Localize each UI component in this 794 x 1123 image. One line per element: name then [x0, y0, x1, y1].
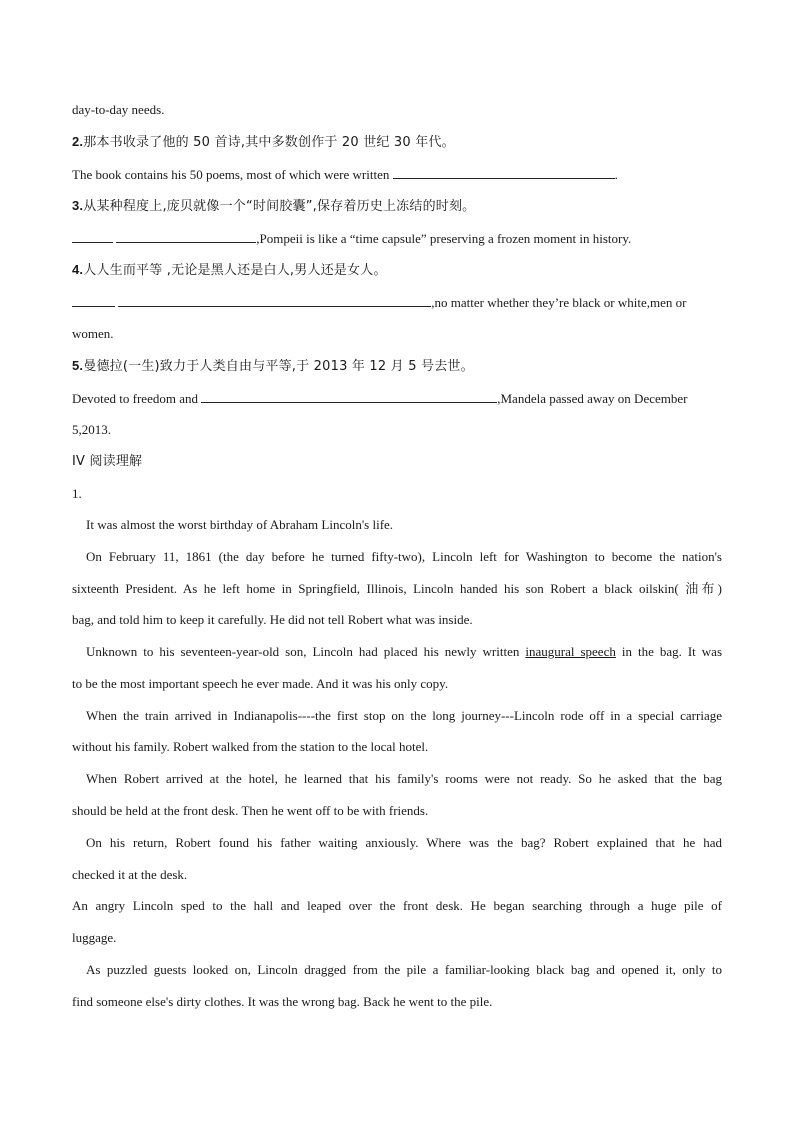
- answer-suffix-continued: women.: [72, 326, 114, 341]
- answer-blank[interactable]: [118, 294, 431, 307]
- question-4-answer-line: [72, 294, 686, 311]
- passage-paragraph-2-line: [72, 612, 473, 628]
- passage-paragraph-1: [72, 517, 393, 533]
- paragraph-text: checked it at the desk.: [72, 867, 188, 882]
- question-number: 3.: [72, 198, 84, 213]
- passage-paragraph-5-line: [72, 803, 428, 819]
- question-4-answer-line-2: [72, 326, 114, 342]
- paragraph-text: bag, and told him to keep it carefully. He did not tell Robert what was inside.: [72, 612, 473, 627]
- item-number: 1.: [72, 486, 82, 501]
- answer-suffix: ,no matter whether they’re black or white,men or: [431, 295, 687, 310]
- passage-paragraph-4-line: [72, 739, 428, 755]
- paragraph-text: Unknown to his seventeen-year-old son, Lincoln had placed his newly written: [86, 644, 520, 659]
- answer-suffix: ,Pompeii is like a “time capsule” preserving a frozen moment in history.: [256, 231, 632, 246]
- paragraph-text: On his return, Robert found his father waiting anxiously. Where was the bag? Robert explained that he had: [86, 835, 722, 850]
- answer-prefix: The book contains his 50 poems, most of which were written: [72, 167, 390, 182]
- question-number: 4.: [72, 262, 84, 277]
- passage-paragraph-8-line: [72, 962, 722, 978]
- passage-paragraph-5-line: [72, 771, 722, 787]
- passage-number: [72, 486, 82, 502]
- passage-paragraph-8-line: [72, 994, 492, 1010]
- passage-paragraph-2-line: [72, 581, 722, 597]
- answer-blank[interactable]: [72, 294, 115, 307]
- paragraph-text: When the train arrived in Indianapolis----the first stop on the long journey---Lincoln rode off in a special carriage: [86, 708, 722, 723]
- answer-blank[interactable]: [116, 230, 256, 243]
- paragraph-text: luggage.: [72, 930, 117, 945]
- paragraph-text: On February 11, 1861 (the day before he turned fifty-two), Lincoln left for Washington to become the nation's: [86, 549, 722, 564]
- answer-blank[interactable]: [393, 166, 615, 179]
- answer-blank[interactable]: [201, 390, 497, 403]
- paragraph-text: without his family. Robert walked from the station to the local hotel.: [72, 739, 429, 754]
- question-5-answer-line: [72, 390, 687, 407]
- section-heading: [72, 454, 142, 470]
- answer-suffix-continued: 5,2013.: [72, 422, 111, 437]
- answer-period: .: [614, 167, 618, 182]
- underlined-phrase: inaugural speech: [525, 644, 616, 659]
- paragraph-text: in the bag. It was: [621, 644, 723, 659]
- question-number: 2.: [72, 134, 84, 149]
- text-line: [72, 102, 164, 118]
- text-continuation: day-to-day needs.: [72, 102, 165, 117]
- answer-suffix: ,Mandela passed away on December: [497, 391, 688, 406]
- question-text: 那本书收录了他的 50 首诗,其中多数创作于 20 世纪 30 年代。: [83, 135, 455, 150]
- question-text: 从某种程度上,庞贝就像一个“时间胶囊”,保存着历史上冻结的时刻。: [83, 199, 476, 214]
- passage-paragraph-3-line: [72, 676, 448, 692]
- question-5-answer-line-2: [72, 422, 111, 438]
- paragraph-text: find someone else's dirty clothes. It was the wrong bag. Back he went to the pile.: [72, 994, 493, 1009]
- paragraph-text: As puzzled guests looked on, Lincoln dragged from the pile a familiar-looking black bag and opened it, only to: [86, 962, 722, 977]
- question-5-prompt: [72, 358, 474, 375]
- answer-prefix: Devoted to freedom and: [72, 391, 198, 406]
- question-text: 曼德拉(一生)致力于人类自由与平等,于 2013 年 12 月 5 号去世。: [83, 359, 474, 374]
- paragraph-text: sixteenth President. As he left home in Springfield, Illinois, Lincoln handed his son Robert a black oilskin( 油布): [72, 581, 722, 596]
- paragraph-text: should be held at the front desk. Then he went off to be with friends.: [72, 803, 429, 818]
- paragraph-text: to be the most important speech he ever made. And it was his only copy.: [72, 676, 449, 691]
- question-3-answer-line: [72, 230, 631, 247]
- passage-paragraph-6-line: [72, 835, 722, 851]
- question-3-prompt: [72, 198, 475, 215]
- question-number: 5.: [72, 358, 84, 373]
- passage-paragraph-7-line: [72, 930, 116, 946]
- question-2-prompt: [72, 134, 455, 151]
- passage-paragraph-6-line: [72, 867, 187, 883]
- passage-paragraph-7-line: [72, 898, 722, 914]
- answer-blank[interactable]: [72, 230, 113, 243]
- paragraph-text: It was almost the worst birthday of Abraham Lincoln's life.: [86, 517, 394, 532]
- passage-paragraph-4-line: [72, 708, 722, 724]
- question-2-answer-line: [72, 166, 618, 183]
- paragraph-text: An angry Lincoln sped to the hall and leaped over the front desk. He began searching through a huge pile of: [72, 898, 722, 913]
- passage-paragraph-2-line: [72, 549, 722, 565]
- section-title: IV 阅读理解: [72, 454, 143, 469]
- paragraph-text: When Robert arrived at the hotel, he learned that his family's rooms were not ready. So he asked that the bag: [86, 771, 722, 786]
- question-4-prompt: [72, 262, 387, 279]
- passage-paragraph-3-line: [72, 644, 722, 660]
- question-text: 人人生而平等 ,无论是黑人还是白人,男人还是女人。: [83, 263, 387, 278]
